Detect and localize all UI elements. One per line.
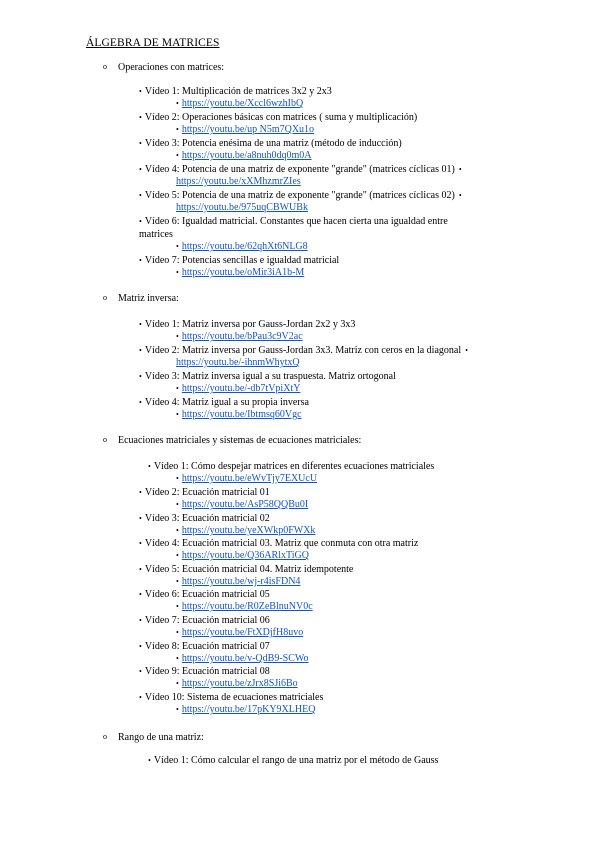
list-item (176, 241, 308, 252)
list-item (139, 692, 323, 705)
bullet-icon: • (139, 191, 142, 200)
bullet-icon: • (176, 526, 179, 535)
bullet-icon: • (465, 346, 468, 355)
video-link[interactable]: https://youtu.be/zJrx8SJi6Bo (181, 678, 298, 689)
list-item (139, 589, 270, 602)
video-label: Vídeo 7: Potencias sencillas e igualdad matricial (144, 255, 340, 266)
video-label: Vídeo 1: Cómo despejar matrices en diferentes ecuaciones matriciales (153, 461, 435, 472)
video-label: Vídeo 8: Ecuación matricial 07 (144, 641, 270, 652)
list-item (176, 383, 300, 394)
list-item (176, 409, 302, 420)
video-link[interactable]: https://youtu.be/-db7tVpiXtY (181, 383, 301, 394)
video-label: Vídeo 1: Matriz inversa por Gauss-Jordan 2x2 y 3x3 (144, 319, 356, 330)
list-item (139, 164, 465, 177)
video-link[interactable]: https://youtu.be/975uqCBWUBk (176, 202, 308, 213)
bullet-icon: • (139, 398, 142, 407)
video-link[interactable]: https://youtu.be/yeXWkp0FWXk (181, 525, 316, 536)
video-label: Vídeo 4: Potencia de una matriz de exponente "grande" (matrices cíclicas 01) (144, 164, 455, 175)
bullet-icon: • (139, 667, 142, 676)
bullet-icon: • (139, 488, 142, 497)
bullet-icon: • (176, 268, 179, 277)
bullet-icon: • (139, 616, 142, 625)
list-item (148, 755, 438, 768)
hollow-bullet-icon: o (103, 293, 107, 302)
bullet-icon: • (148, 462, 151, 471)
bullet-icon: • (139, 514, 142, 523)
list-item (148, 461, 434, 474)
hollow-bullet-icon: o (103, 62, 107, 71)
section-heading-text: Ecuaciones matriciales y sistemas de ecuaciones matriciales: (118, 435, 362, 446)
bullet-icon: • (176, 99, 179, 108)
bullet-icon: • (139, 590, 142, 599)
video-label: Vídeo 5: Potencia de una matriz de exponente "grande" (matrices cíclicas 02) (144, 190, 455, 201)
list-item (176, 473, 317, 484)
video-label: Vídeo 2: Matriz inversa por Gauss-Jordan 3x3. Matriz con ceros en la diagonal (144, 345, 462, 356)
section-heading-text: Matriz inversa: (118, 293, 179, 304)
bullet-icon: • (176, 500, 179, 509)
list-item (176, 331, 303, 342)
list-item (139, 397, 309, 410)
section-heading-text: Rango de una matriz: (118, 732, 204, 743)
list-item (139, 138, 402, 151)
video-label: Vídeo 6: Igualdad matricial. Constantes que hacen cierta una igualdad entre matrices (139, 216, 448, 240)
video-label: Vídeo 3: Matriz inversa igual a su traspuesta. Matriz ortogonal (144, 371, 396, 382)
list-item (139, 371, 396, 384)
list-item (139, 86, 332, 99)
bullet-icon: • (139, 87, 142, 96)
bullet-icon: • (176, 151, 179, 160)
bullet-icon: • (176, 242, 179, 251)
section-heading-rango (103, 732, 204, 743)
list-item (176, 98, 303, 109)
video-label: Vídeo 3: Ecuación matricial 02 (144, 513, 270, 524)
video-label: Vídeo 6: Ecuación matricial 05 (144, 589, 270, 600)
video-link[interactable]: https://youtu.be/wj-r4isFDN4 (181, 576, 301, 587)
bullet-icon: • (458, 165, 462, 174)
list-item (139, 615, 270, 628)
bullet-icon: • (176, 474, 179, 483)
video-link[interactable]: https://youtu.be/v-QdB9-SCWo (181, 653, 309, 664)
bullet-icon: • (176, 384, 179, 393)
bullet-icon: • (176, 654, 179, 663)
section-heading-ecuaciones (103, 435, 361, 446)
bullet-icon: • (458, 191, 462, 200)
bullet-icon: • (139, 139, 142, 148)
video-label: Vídeo 2: Operaciones básicas con matrices ( suma y multiplicación) (144, 112, 418, 123)
bullet-icon: • (176, 410, 179, 419)
bullet-icon: • (139, 113, 142, 122)
list-item (139, 487, 270, 500)
list-item (176, 576, 300, 587)
bullet-icon: • (176, 705, 179, 714)
list-item (176, 202, 308, 213)
bullet-icon: • (176, 332, 179, 341)
list-item (139, 538, 418, 551)
list-item (176, 550, 309, 561)
video-label: Vídeo 1: Multiplicación de matrices 3x2 y 2x3 (144, 86, 332, 97)
bullet-icon: • (139, 565, 142, 574)
list-item (176, 176, 301, 187)
bullet-icon: • (139, 372, 142, 381)
list-item (139, 216, 469, 241)
list-item (139, 641, 270, 654)
list-item (176, 150, 312, 161)
list-item (139, 345, 471, 358)
video-link[interactable]: https://youtu.be/xXMhzmrZIes (176, 176, 301, 187)
bullet-icon: • (139, 642, 142, 651)
video-link[interactable]: https://youtu.be/62qhXt6NLG8 (181, 241, 308, 252)
video-link[interactable]: https://youtu.be/oMir3iA1b-M (181, 267, 305, 278)
section-heading-inversa (103, 293, 179, 304)
video-label: Vídeo 3: Potencia enésima de una matriz (método de inducción) (144, 138, 402, 149)
video-label: Vídeo 7: Ecuación matricial 06 (144, 615, 270, 626)
list-item (176, 267, 304, 278)
list-item (176, 499, 308, 510)
bullet-icon: • (176, 125, 179, 134)
video-label: Vídeo 4: Matriz igual a su propia inversa (144, 397, 309, 408)
list-item (139, 564, 353, 577)
bullet-icon: • (139, 217, 142, 226)
list-item (176, 601, 313, 612)
video-link[interactable]: https://youtu.be/Q36ARlxTiGQ (181, 550, 309, 561)
list-item (139, 666, 270, 679)
video-label: Vídeo 9: Ecuación matricial 08 (144, 666, 270, 677)
bullet-icon: • (176, 551, 179, 560)
section-heading-operaciones (103, 62, 224, 73)
video-link[interactable]: https://youtu.be/up N5m7QXu1o (181, 124, 315, 135)
video-link[interactable]: https://youtu.be/a8nuh0dq0m0A (181, 150, 312, 161)
video-link[interactable]: https://youtu.be/Ibtmsq60Vgc (181, 409, 302, 420)
list-item (176, 627, 303, 638)
hollow-bullet-icon: o (103, 435, 107, 444)
video-link[interactable]: https://youtu.be/eWvTjy7EXUcU (181, 473, 318, 484)
list-item (139, 190, 465, 203)
section-heading-text: Operaciones con matrices: (118, 62, 225, 73)
video-link[interactable]: https://youtu.be/Xccl6wzhIbQ (181, 98, 304, 109)
bullet-icon: • (139, 165, 142, 174)
bullet-icon: • (176, 628, 179, 637)
video-label: Vídeo 10: Sistema de ecuaciones matriciales (144, 692, 324, 703)
list-item (176, 357, 300, 368)
list-item (176, 525, 315, 536)
bullet-icon: • (139, 693, 142, 702)
list-item (176, 124, 314, 135)
bullet-icon: • (139, 320, 142, 329)
video-link[interactable]: https://youtu.be/AsP58QQBu0I (181, 499, 309, 510)
bullet-icon: • (176, 577, 179, 586)
bullet-icon: • (139, 346, 142, 355)
list-item (139, 513, 270, 526)
video-link[interactable]: https://youtu.be/R0ZeBlnuNV0c (181, 601, 313, 612)
list-item (176, 678, 298, 689)
bullet-icon: • (139, 256, 142, 265)
list-item (139, 112, 417, 125)
page-title: ÁLGEBRA DE MATRICES (86, 37, 220, 49)
bullet-icon: • (139, 539, 142, 548)
video-link[interactable]: https://youtu.be/FtXDjfH8uvo (181, 627, 304, 638)
bullet-icon: • (148, 756, 151, 765)
list-item (139, 255, 339, 268)
list-item (176, 704, 315, 715)
video-link[interactable]: https://youtu.be/-ihnmWhytxQ (176, 357, 300, 368)
bullet-icon: • (176, 679, 179, 688)
video-label: Vídeo 5: Ecuación matricial 04. Matriz idempotente (144, 564, 354, 575)
list-item (176, 653, 309, 664)
video-link[interactable]: https://youtu.be/17pKY9XLHEQ (181, 704, 316, 715)
video-label: Vídeo 2: Ecuación matricial 01 (144, 487, 270, 498)
video-link[interactable]: https://youtu.be/bPau3c9V2ac (181, 331, 303, 342)
bullet-icon: • (176, 602, 179, 611)
video-label: Vídeo 4: Ecuación matricial 03. Matriz que conmuta con otra matriz (144, 538, 419, 549)
hollow-bullet-icon: o (103, 732, 107, 741)
video-label: Vídeo 1: Cómo calcular el rango de una matriz por el método de Gauss (153, 755, 439, 766)
list-item (139, 319, 355, 332)
